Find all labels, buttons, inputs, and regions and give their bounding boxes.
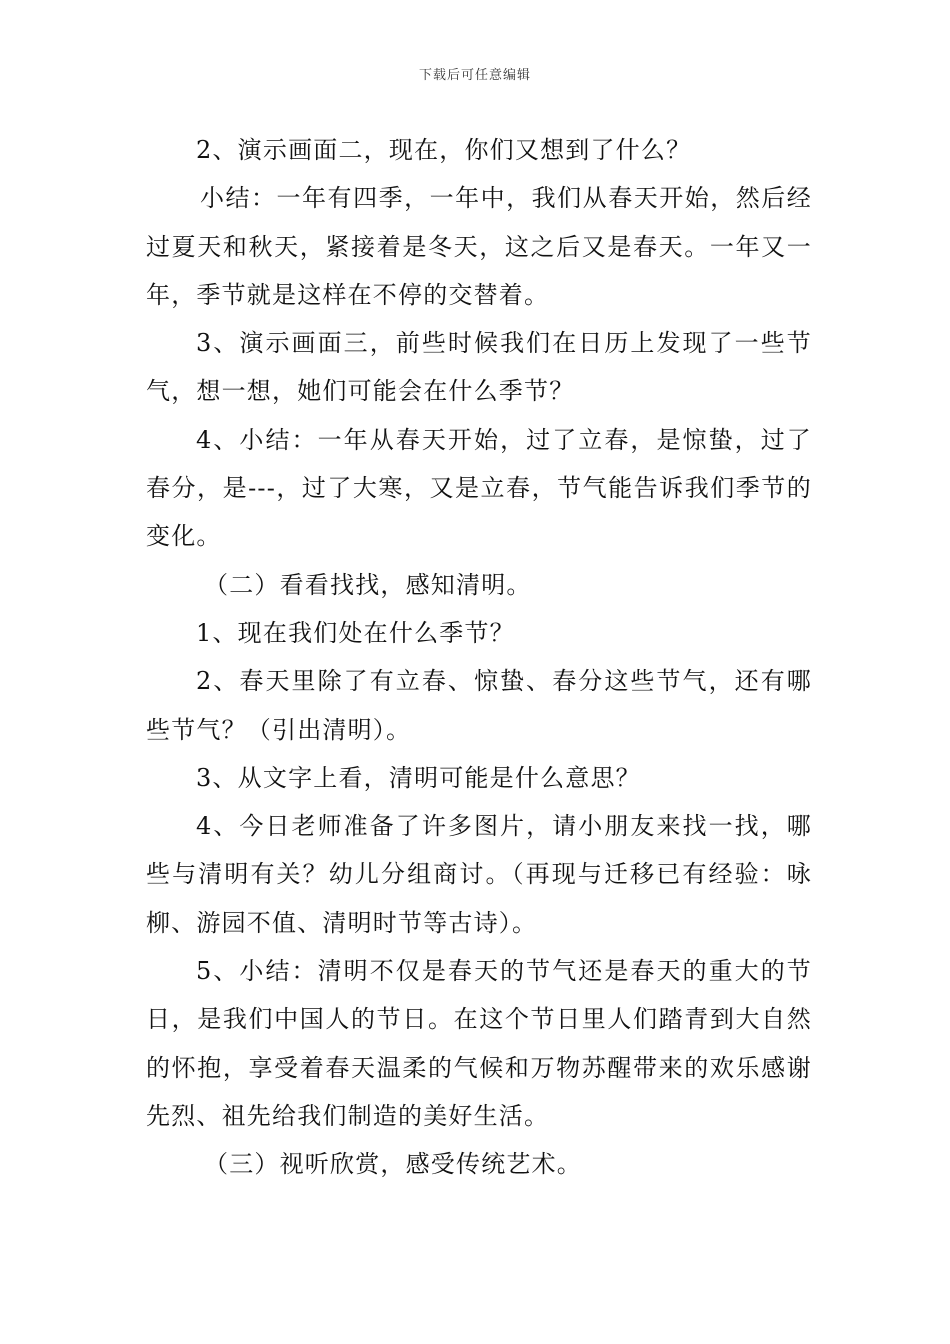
paragraph-question-1: 1、现在我们处在什么季节？ [196,618,515,647]
paragraph-question-4: 4、今日老师准备了许多图片，请小朋友来找一找，哪些与清明有关？幼儿分组商讨。（再现与迁移已有经验：咏柳、游园不值、清明时节等古诗）。 [146,812,812,937]
paragraph-question-3: 3、从文字上看，清明可能是什么意思？ [196,763,641,792]
paragraph-demo-2: 2、演示画面二，现在，你们又想到了什么？ [196,136,692,164]
paragraph-summary-solar-terms: 4、小结：一年从春天开始，过了立春，是惊蛰，过了春分，是---，过了大寒，又是立春，节气能告诉我们季节的变化。 [146,425,812,551]
paragraph-question-2: 2、春天里除了有立春、惊蛰、春分这些节气，还有哪些节气？（引出清明）。 [146,667,812,744]
document-body [146,126,812,1189]
section-heading-2: （二）看看找找，感知清明。 [204,570,532,599]
section-heading-3: （三）视听欣赏，感受传统艺术。 [204,1150,582,1179]
paragraph-summary-seasons: 小结：一年有四季，一年中，我们从春天开始，然后经过夏天和秋天，紧接着是冬天，这之后又是春天。一年又一年，季节就是这样在不停的交替着。 [146,184,812,309]
page-header: 下载后可任意编辑 [418,68,531,83]
paragraph-summary-qingming: 5、小结：清明不仅是春天的节气还是春天的重大的节日，是我们中国人的节日。在这个节日里人们踏青到大自然的怀抱，享受着春天温柔的气候和万物苏醒带来的欢乐感谢先烈、祖先给我们制造的美好生活。 [146,957,812,1130]
paragraph-demo-3: 3、演示画面三，前些时候我们在日历上发现了一些节气，想一想，她们可能会在什么季节？ [146,329,812,406]
